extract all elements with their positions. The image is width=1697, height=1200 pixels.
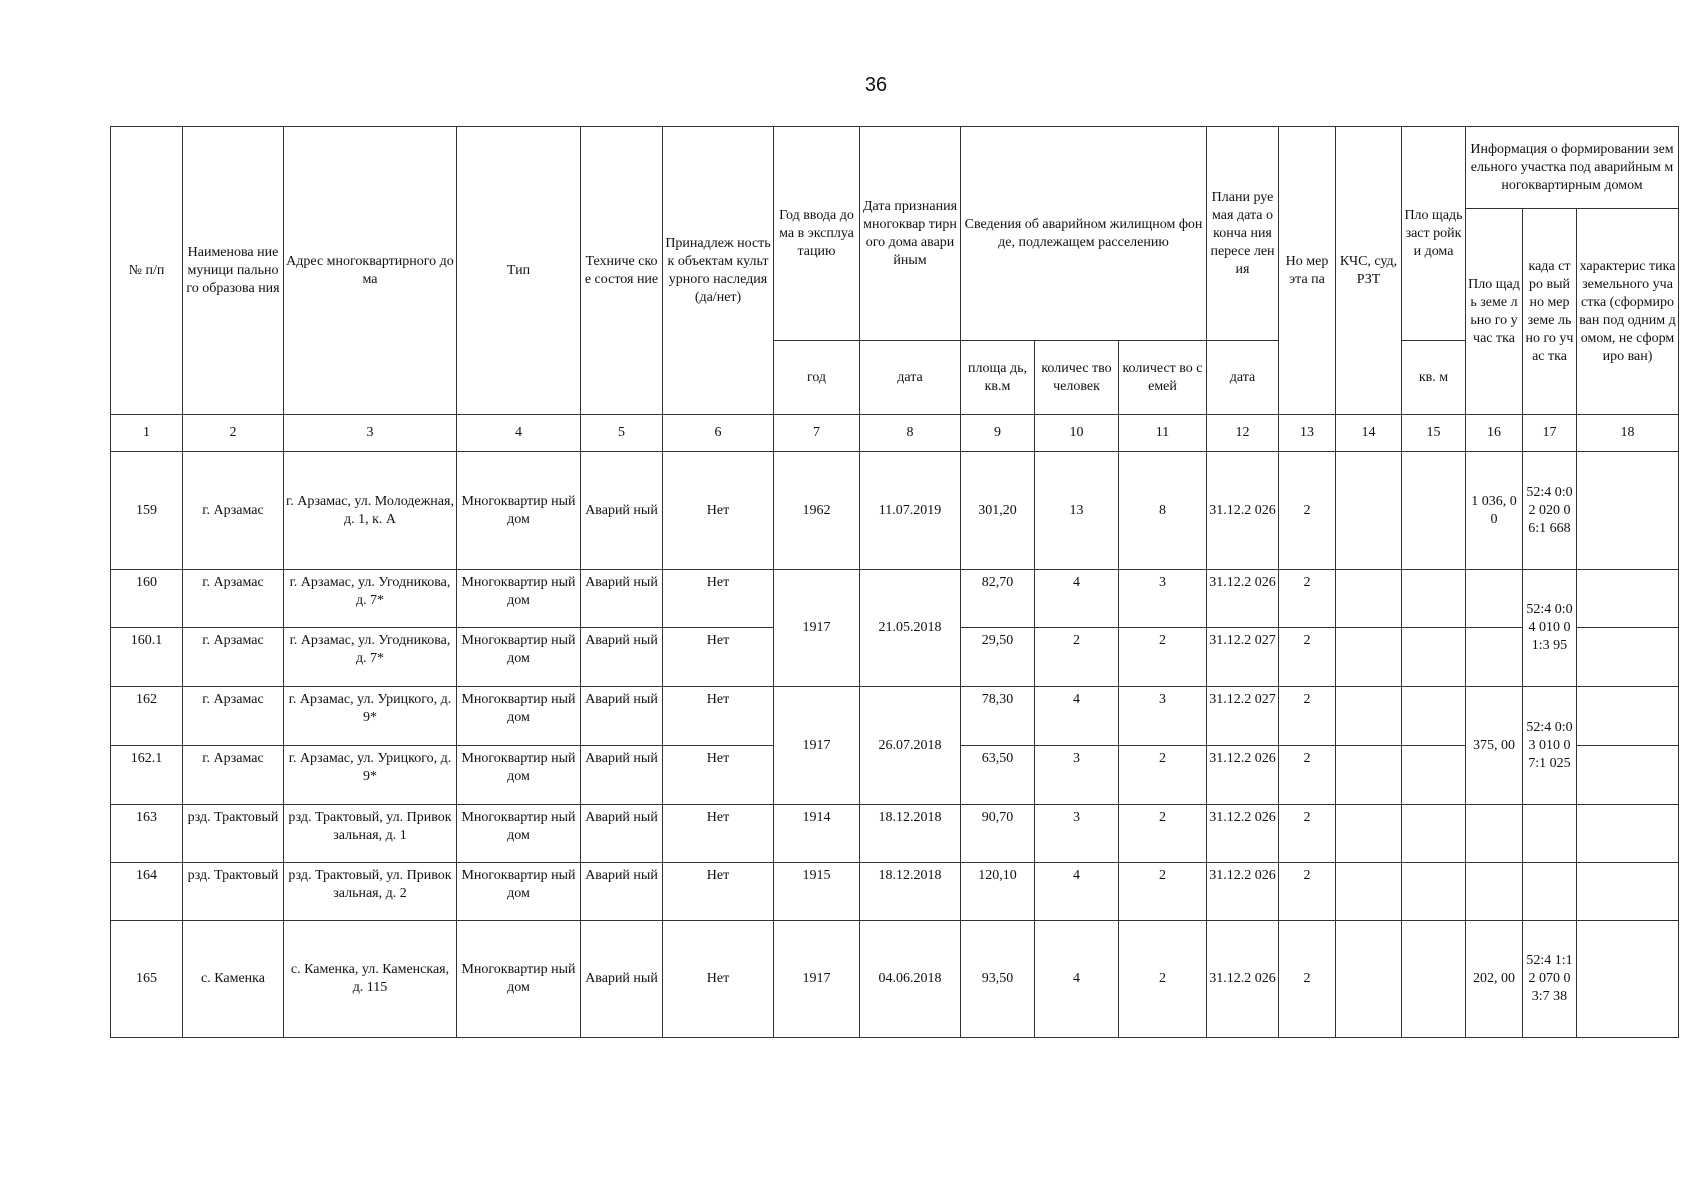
cell-heritage: Нет [663,805,774,863]
header-land-area: Пло щадь земе льно го учас тка [1466,209,1523,415]
cell-type: Многоквартир ный дом [457,921,581,1038]
cell-land-characteristic [1577,452,1679,570]
cell-year: 1962 [774,452,860,570]
cell-date: 11.07.2019 [860,452,961,570]
cell-number: 162.1 [111,746,183,805]
cell-type: Многоквартир ный дом [457,452,581,570]
cell-heritage: Нет [663,746,774,805]
cell-state: Аварий ный [581,746,663,805]
cell-land-characteristic [1577,921,1679,1038]
column-index: 2 [183,415,284,452]
cell-address: г. Арзамас, ул. Молодежная, д. 1, к. А [284,452,457,570]
column-index: 14 [1336,415,1402,452]
emergency-housing-table [110,126,1679,1038]
cell-number: 159 [111,452,183,570]
cell-land-characteristic [1577,628,1679,687]
cell-people: 4 [1035,570,1119,628]
cell-building-area [1402,628,1466,687]
column-index: 1 [111,415,183,452]
cell-type: Многоквартир ный дом [457,863,581,921]
cell-planned-date: 31.12.2 026 [1207,452,1279,570]
cell-planned-date: 31.12.2 027 [1207,687,1279,746]
cell-families: 2 [1119,746,1207,805]
page-number: 36 [864,74,888,96]
cell-municipality: г. Арзамас [183,570,284,628]
cell-municipality: с. Каменка [183,921,284,1038]
cell-address: с. Каменка, ул. Каменская, д. 115 [284,921,457,1038]
cell-type: Многоквартир ный дом [457,687,581,746]
header-emergency-date: Дата признания многоквар тирного дома аварийным [860,127,961,341]
column-index: 9 [961,415,1035,452]
cell-area: 301,20 [961,452,1035,570]
column-index: 17 [1523,415,1577,452]
cell-kchs [1336,746,1402,805]
cell-year: 1914 [774,805,860,863]
cell-land-area: 202, 00 [1466,921,1523,1038]
cell-municipality: рзд. Трактовый [183,805,284,863]
header-address: Адрес многоквартирного дома [284,127,457,415]
cell-people: 13 [1035,452,1119,570]
header-land-info: Информация о формировании земельного участка под аварийным многоквартирным домом [1466,127,1679,209]
cell-building-area [1402,805,1466,863]
column-index: 15 [1402,415,1466,452]
cell-cadastral [1523,805,1577,863]
cell-people: 3 [1035,746,1119,805]
cell-land-characteristic [1577,687,1679,746]
column-index: 16 [1466,415,1523,452]
cell-families: 3 [1119,687,1207,746]
subheader-year: год [774,341,860,415]
cell-building-area [1402,570,1466,628]
cell-people: 3 [1035,805,1119,863]
cell-stage: 2 [1279,452,1336,570]
cell-number: 160 [111,570,183,628]
column-index-row [111,415,1679,452]
header-building-area: Пло щадь заст ройки дома [1402,127,1466,341]
subheader-families: количест во семей [1119,341,1207,415]
cell-families: 2 [1119,863,1207,921]
cell-building-area [1402,746,1466,805]
cell-number: 164 [111,863,183,921]
header-housing-info: Сведения об аварийном жилищном фонде, подлежащем расселению [961,127,1207,341]
cell-families: 2 [1119,805,1207,863]
cell-cadastral: 52:4 1:12 070 03:7 38 [1523,921,1577,1038]
cell-municipality: г. Арзамас [183,687,284,746]
cell-date: 04.06.2018 [860,921,961,1038]
cell-heritage: Нет [663,921,774,1038]
cell-stage: 2 [1279,628,1336,687]
cell-stage: 2 [1279,746,1336,805]
column-index: 5 [581,415,663,452]
cell-land-area: 375, 00 [1466,687,1523,805]
cell-address: г. Арзамас, ул. Урицкого, д. 9* [284,687,457,746]
cell-heritage: Нет [663,687,774,746]
cell-area: 82,70 [961,570,1035,628]
cell-planned-date: 31.12.2 026 [1207,570,1279,628]
cell-planned-date: 31.12.2 026 [1207,921,1279,1038]
header-stage-number: Но мер эта па [1279,127,1336,415]
cell-families: 2 [1119,921,1207,1038]
cell-state: Аварий ный [581,921,663,1038]
cell-year: 1915 [774,863,860,921]
cell-state: Аварий ный [581,452,663,570]
cell-land-characteristic [1577,746,1679,805]
cell-area: 120,10 [961,863,1035,921]
cell-area: 29,50 [961,628,1035,687]
header-technical-state: Техниче ское состоя ние [581,127,663,415]
column-index: 7 [774,415,860,452]
cell-municipality: г. Арзамас [183,628,284,687]
cell-kchs [1336,805,1402,863]
cell-planned-date: 31.12.2 026 [1207,805,1279,863]
cell-area: 63,50 [961,746,1035,805]
column-index: 8 [860,415,961,452]
cell-area: 90,70 [961,805,1035,863]
cell-year: 1917 [774,570,860,687]
cell-number: 165 [111,921,183,1038]
cell-stage: 2 [1279,863,1336,921]
column-index: 10 [1035,415,1119,452]
cell-land-area [1466,628,1523,687]
cell-kchs [1336,863,1402,921]
cell-heritage: Нет [663,452,774,570]
cell-land-area [1466,863,1523,921]
cell-kchs [1336,687,1402,746]
subheader-date: дата [860,341,961,415]
cell-planned-date: 31.12.2 027 [1207,628,1279,687]
header-heritage: Принадлеж ность к объектам культурного наследия (да/нет) [663,127,774,415]
column-index: 11 [1119,415,1207,452]
cell-building-area [1402,687,1466,746]
cell-state: Аварий ный [581,805,663,863]
cell-date: 26.07.2018 [860,687,961,805]
subheader-building-area-unit: кв. м [1402,341,1466,415]
cell-type: Многоквартир ный дом [457,628,581,687]
cell-building-area [1402,921,1466,1038]
cell-address: г. Арзамас, ул. Угодникова, д. 7* [284,570,457,628]
cell-cadastral: 52:4 0:03 010 07:1 025 [1523,687,1577,805]
cell-land-characteristic [1577,570,1679,628]
cell-land-area: 1 036, 00 [1466,452,1523,570]
cell-families: 8 [1119,452,1207,570]
cell-stage: 2 [1279,570,1336,628]
cell-year: 1917 [774,921,860,1038]
header-land-characteristic: характерис тика земельного участка (сформиро ван под одним домом, не сформиро ван) [1577,209,1679,415]
cell-type: Многоквартир ный дом [457,570,581,628]
cell-land-characteristic [1577,863,1679,921]
cell-families: 2 [1119,628,1207,687]
cell-kchs [1336,628,1402,687]
cell-building-area [1402,863,1466,921]
cell-municipality: рзд. Трактовый [183,863,284,921]
table-row [111,921,1679,1038]
cell-number: 163 [111,805,183,863]
table-row [111,863,1679,921]
column-index: 3 [284,415,457,452]
header-kchs: КЧС, суд, РЗТ [1336,127,1402,415]
cell-people: 4 [1035,687,1119,746]
cell-area: 93,50 [961,921,1035,1038]
cell-date: 18.12.2018 [860,805,961,863]
column-index: 13 [1279,415,1336,452]
subheader-people: количес тво человек [1035,341,1119,415]
table-row [111,452,1679,570]
cell-type: Многоквартир ный дом [457,746,581,805]
cell-area: 78,30 [961,687,1035,746]
column-index: 6 [663,415,774,452]
cell-stage: 2 [1279,687,1336,746]
cell-year: 1917 [774,687,860,805]
cell-kchs [1336,921,1402,1038]
header-commission-year: Год ввода дома в эксплуа тацию [774,127,860,341]
cell-planned-date: 31.12.2 026 [1207,863,1279,921]
cell-address: г. Арзамас, ул. Урицкого, д. 9* [284,746,457,805]
cell-state: Аварий ный [581,687,663,746]
cell-people: 2 [1035,628,1119,687]
cell-cadastral: 52:4 0:02 020 06:1 668 [1523,452,1577,570]
cell-stage: 2 [1279,805,1336,863]
cell-address: г. Арзамас, ул. Угодникова, д. 7* [284,628,457,687]
table-row [111,805,1679,863]
header-planned-date: Плани руемая дата оконча ния пересе ления [1207,127,1279,341]
cell-stage: 2 [1279,921,1336,1038]
cell-people: 4 [1035,863,1119,921]
cell-building-area [1402,452,1466,570]
subheader-area: площа дь, кв.м [961,341,1035,415]
cell-land-area [1466,570,1523,628]
cell-land-area [1466,805,1523,863]
cell-people: 4 [1035,921,1119,1038]
cell-planned-date: 31.12.2 026 [1207,746,1279,805]
cell-land-characteristic [1577,805,1679,863]
header-municipality: Наименова ние муници пального образова ния [183,127,284,415]
cell-cadastral: 52:4 0:04 010 01:3 95 [1523,570,1577,687]
table-row [111,687,1679,746]
cell-state: Аварий ный [581,863,663,921]
header-type: Тип [457,127,581,415]
header-cadastral-number: када стро вый но мер земе льно го учас тка [1523,209,1577,415]
column-index: 18 [1577,415,1679,452]
subheader-planned-date: дата [1207,341,1279,415]
cell-state: Аварий ный [581,570,663,628]
column-index: 12 [1207,415,1279,452]
header-row-1 [111,127,1679,209]
cell-kchs [1336,452,1402,570]
cell-date: 21.05.2018 [860,570,961,687]
cell-heritage: Нет [663,863,774,921]
cell-heritage: Нет [663,570,774,628]
cell-municipality: г. Арзамас [183,452,284,570]
table-row [111,570,1679,628]
cell-type: Многоквартир ный дом [457,805,581,863]
cell-number: 160.1 [111,628,183,687]
column-index: 4 [457,415,581,452]
cell-municipality: г. Арзамас [183,746,284,805]
header-number: № п/п [111,127,183,415]
cell-address: рзд. Трактовый, ул. Привокзальная, д. 1 [284,805,457,863]
cell-state: Аварий ный [581,628,663,687]
cell-kchs [1336,570,1402,628]
cell-address: рзд. Трактовый, ул. Привокзальная, д. 2 [284,863,457,921]
cell-cadastral [1523,863,1577,921]
cell-number: 162 [111,687,183,746]
cell-heritage: Нет [663,628,774,687]
cell-date: 18.12.2018 [860,863,961,921]
cell-families: 3 [1119,570,1207,628]
